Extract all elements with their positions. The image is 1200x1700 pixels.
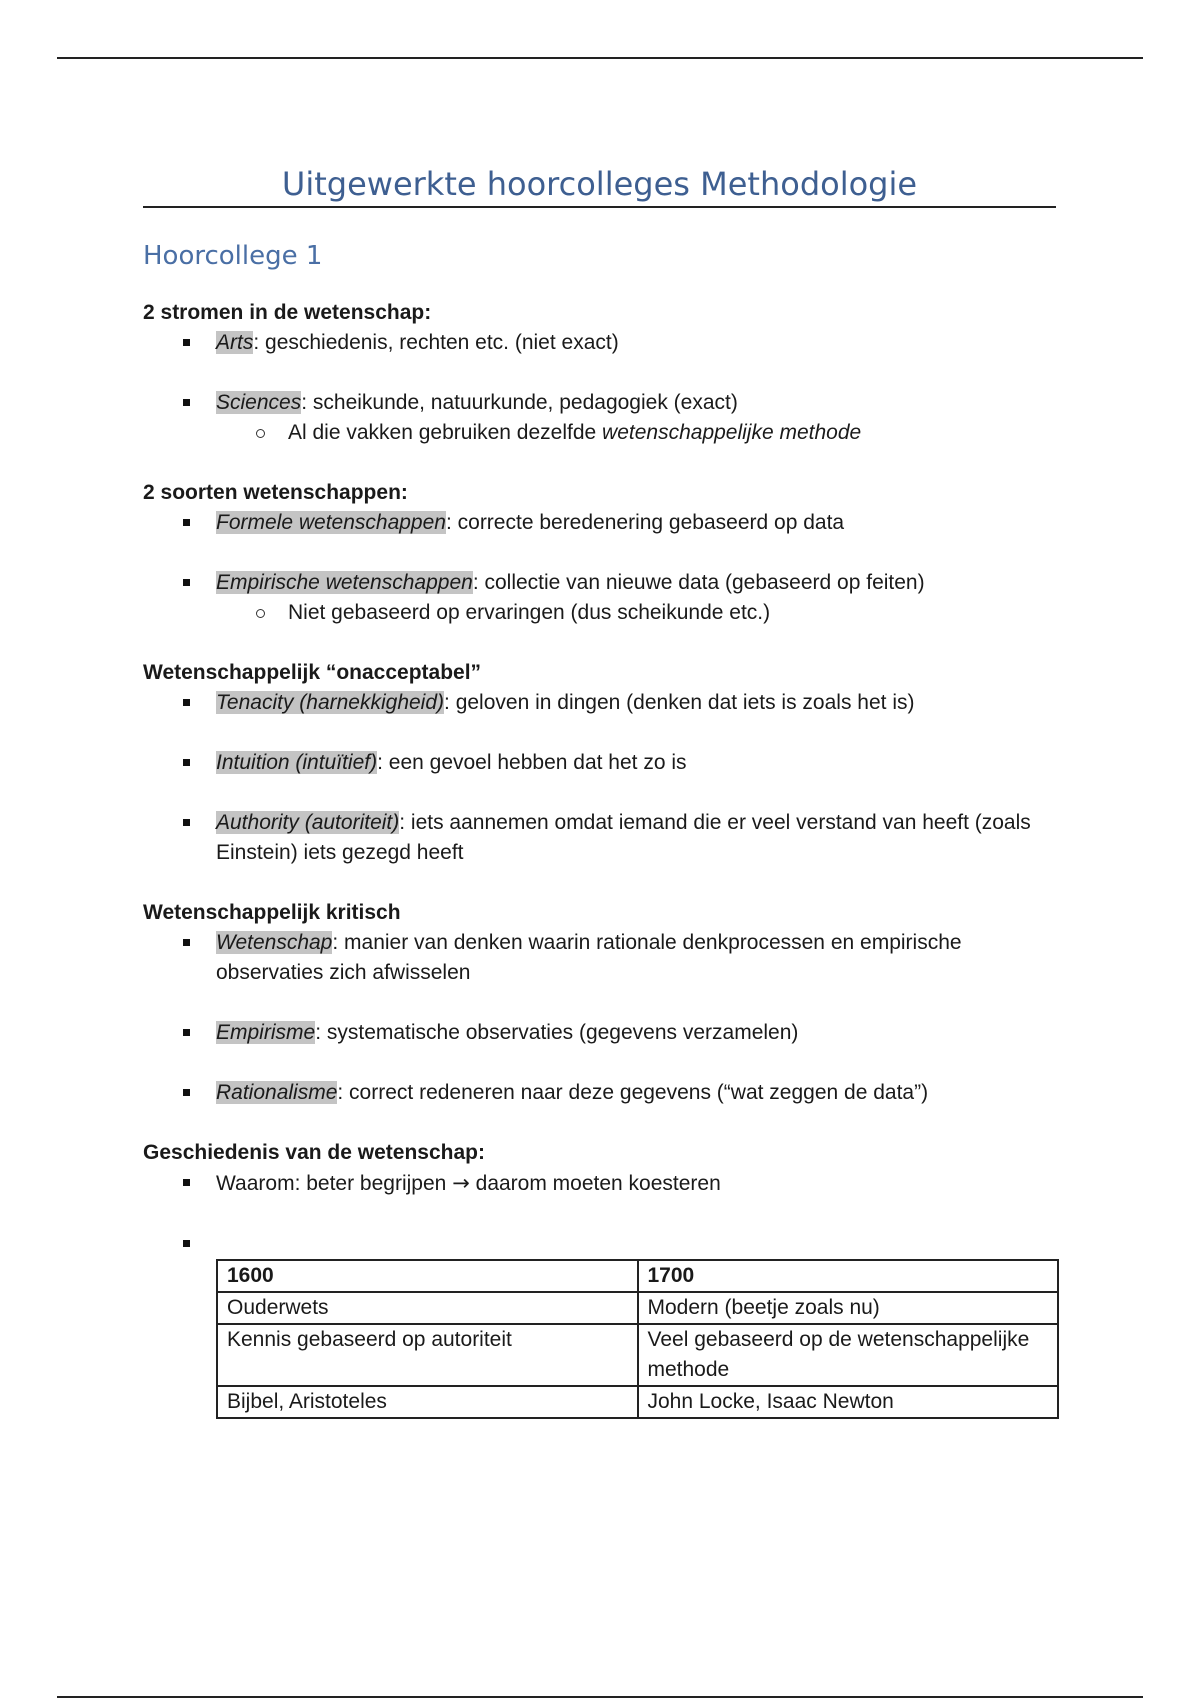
group-heading: Geschiedenis van de wetenschap: (143, 1141, 485, 1164)
column-header: 1600 (217, 1260, 638, 1292)
definition: : geloven in dingen (denken dat iets is zoals het is) (444, 691, 915, 714)
list-item (143, 568, 1058, 628)
table-row (217, 1386, 1058, 1418)
square-bullet-icon (183, 939, 190, 946)
term: Empirisme (216, 1021, 316, 1044)
group-soorten (143, 478, 1058, 628)
sub-item-text: Al die vakken gebruiken dezelfde (288, 421, 603, 444)
table-header-row (217, 1260, 1058, 1292)
bullet-list (143, 328, 1058, 448)
square-bullet-icon (183, 819, 190, 826)
circle-bullet-icon (256, 429, 265, 438)
table-cell: Bijbel, Aristoteles (217, 1386, 638, 1418)
sub-item (216, 418, 1058, 448)
square-bullet-icon (183, 519, 190, 526)
definition: : collectie van nieuwe data (gebaseerd op feiten) (472, 571, 925, 594)
page-bottom-rule (57, 1696, 1143, 1698)
history-table (216, 1259, 1059, 1419)
definition: : correct redeneren naar deze gegevens (“wat zeggen de data”) (337, 1081, 929, 1104)
term: Empirische wetenschappen (216, 571, 473, 594)
group-stromen (143, 298, 1058, 448)
square-bullet-icon (183, 1089, 190, 1096)
group-geschiedenis (143, 1138, 1058, 1419)
bullet-list (143, 688, 1058, 868)
table-row (217, 1292, 1058, 1324)
square-bullet-icon (183, 339, 190, 346)
table-cell: Kennis gebaseerd op autoriteit (217, 1324, 638, 1386)
list-item (143, 328, 1058, 358)
bullet-text-continued: daarom moeten koesteren (475, 1172, 721, 1195)
term: Rationalisme (216, 1081, 338, 1104)
page-top-rule (57, 57, 1143, 59)
term: Arts (216, 331, 254, 354)
list-item (143, 388, 1058, 448)
definition: : een gevoel hebben dat het zo is (377, 751, 687, 774)
square-bullet-icon (183, 1240, 190, 1247)
definition: : manier van denken waarin rationale denkprocessen en empirische observaties zich afwisselen (216, 931, 962, 984)
bullet-list (143, 1168, 1058, 1259)
table-row (217, 1324, 1058, 1386)
arrow-right-icon: → (452, 1171, 470, 1195)
list-item (143, 1078, 1058, 1108)
column-header: 1700 (638, 1260, 1059, 1292)
list-item (143, 808, 1058, 868)
table-cell: Modern (beetje zoals nu) (638, 1292, 1059, 1324)
definition: : scheikunde, natuurkunde, pedagogiek (exact) (301, 391, 738, 414)
title-underline (143, 206, 1056, 208)
square-bullet-icon (183, 1029, 190, 1036)
square-bullet-icon (183, 759, 190, 766)
circle-bullet-icon (256, 609, 265, 618)
definition: : systematische observaties (gegevens verzamelen) (315, 1021, 799, 1044)
list-item (143, 748, 1058, 778)
definition: : geschiedenis, rechten etc. (niet exact) (253, 331, 619, 354)
document-body (143, 238, 1058, 1419)
list-item (143, 1018, 1058, 1048)
group-kritisch (143, 898, 1058, 1108)
bullet-list (143, 928, 1058, 1108)
square-bullet-icon (183, 399, 190, 406)
bullet-list (143, 508, 1058, 628)
square-bullet-icon (183, 1179, 190, 1186)
term: Formele wetenschappen (216, 511, 446, 534)
page-title: Uitgewerkte hoorcolleges Methodologie (281, 165, 918, 203)
bullet-text: Waarom: beter begrijpen (216, 1172, 447, 1195)
sub-item-text: Niet gebaseerd op ervaringen (dus scheikunde etc.) (288, 601, 771, 624)
group-heading: Wetenschappelijk kritisch (143, 901, 401, 924)
sub-item (216, 598, 1058, 628)
group-heading: 2 soorten wetenschappen: (143, 481, 408, 504)
square-bullet-icon (183, 699, 190, 706)
group-onacceptabel (143, 658, 1058, 868)
list-item (143, 1229, 1058, 1259)
table-cell: Veel gebaseerd op de wetenschappelijke methode (638, 1324, 1059, 1386)
square-bullet-icon (183, 579, 190, 586)
definition: : correcte beredenering gebaseerd op data (445, 511, 845, 534)
group-heading: Wetenschappelijk “onacceptabel” (143, 661, 482, 684)
list-item (143, 508, 1058, 538)
list-item (143, 688, 1058, 718)
term: Intuition (intuïtief) (216, 751, 378, 774)
term: Sciences (216, 391, 302, 414)
sub-item-emphasis: wetenschappelijke methode (602, 421, 862, 444)
group-heading: 2 stromen in de wetenschap: (143, 301, 432, 324)
term: Tenacity (harnekkigheid) (216, 691, 445, 714)
section-heading: Hoorcollege 1 (143, 241, 323, 271)
list-item (143, 928, 1058, 988)
table-cell: John Locke, Isaac Newton (638, 1386, 1059, 1418)
list-item (143, 1168, 1058, 1199)
table-cell: Ouderwets (217, 1292, 638, 1324)
term: Authority (autoriteit) (216, 811, 400, 834)
definition: : iets aannemen omdat iemand die er veel verstand van heeft (zoals Einstein) iets gezegd heeft (216, 811, 1031, 864)
term: Wetenschap (216, 931, 333, 954)
